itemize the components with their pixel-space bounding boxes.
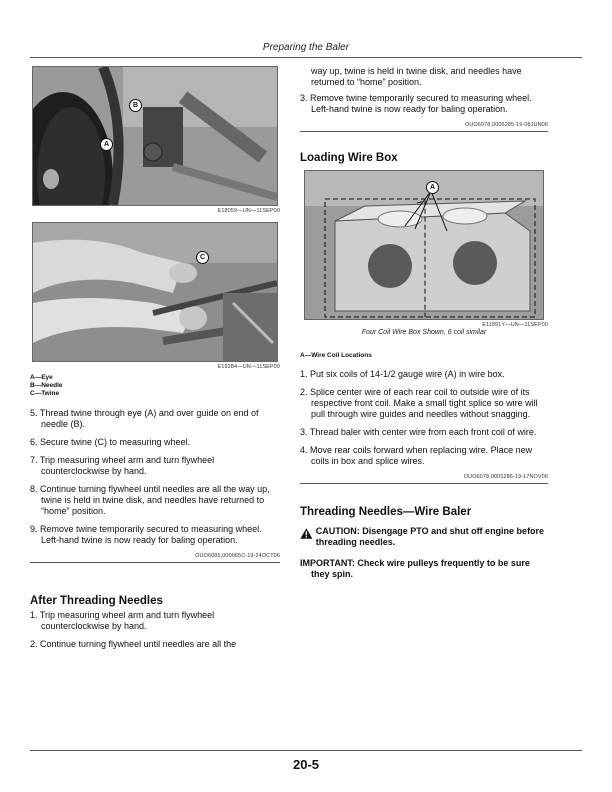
step-item: 6. Secure twine (C) to measuring wheel. <box>30 437 191 447</box>
step-item: 1. Put six coils of 14-1/2 gauge wire (A) in wire box. <box>300 369 505 379</box>
step-list <box>300 369 548 467</box>
right-column <box>300 66 548 580</box>
callout-a: A <box>100 138 113 151</box>
reference-code: OUO6078,0005286-19-17NOV06 <box>300 474 548 484</box>
header-rule <box>30 57 582 58</box>
section-title-threading-needles: Threading Needles—Wire Baler <box>300 506 472 518</box>
step-item: 1. Trip measuring wheel arm and turn flywheel counterclockwise by hand. <box>30 610 215 631</box>
figure-id: E19284—UN—11SEP00 <box>217 364 280 370</box>
threading-twine-illustration <box>33 223 277 361</box>
wire-box-photo <box>304 170 544 320</box>
figure-legend: A—Wire Coil Locations <box>300 352 372 359</box>
callout-a: A <box>426 181 439 194</box>
step-item: 7. Trip measuring wheel arm and turn flywheel counterclockwise by hand. <box>30 455 215 476</box>
important-note: IMPORTANT: Check wire pulleys frequently to be sure they spin. <box>300 558 530 579</box>
caution-text: CAUTION: Disengage PTO and shut off engine before threading needles. <box>315 526 545 547</box>
legend-item: A—Eye <box>30 374 53 381</box>
left-column <box>30 66 280 657</box>
step-list <box>300 93 548 115</box>
caution-block <box>300 526 548 548</box>
running-header: Preparing the Baler <box>262 42 350 53</box>
step-item: 2. Continue turning flywheel until needles are all the <box>30 639 237 649</box>
step-item: 3. Remove twine temporarily secured to measuring wheel. Left-hand twine is now ready for baling operation. <box>300 93 532 114</box>
legend-item: C—Twine <box>30 390 60 397</box>
step-item: 2. Splice center wire of each rear coil to outside wire of its respective front coil. Make a small tight splice so wire will pull through wire guides and needles without snagging. <box>300 387 538 419</box>
warning-icon <box>300 526 313 541</box>
legend-item: B—Needle <box>30 382 63 389</box>
figure-id: E18059—UN—11SEP00 <box>217 208 280 214</box>
section-title-loading-wire-box: Loading Wire Box <box>300 152 398 164</box>
callout-b: B <box>129 99 142 112</box>
figure-caption: Four Coil Wire Box Shown, 6 coil similar <box>361 329 487 336</box>
figure-id: E11891Y—UN—11SEP00 <box>482 322 548 328</box>
callout-c: C <box>196 251 209 264</box>
step-item: 5. Thread twine through eye (A) and over guide on end of needle (B). <box>30 408 259 429</box>
step-item: 9. Remove twine temporarily secured to measuring wheel. Left-hand twine is now ready for baling operation. <box>30 524 262 545</box>
continued-text: way up, twine is held in twine disk, and needles have returned to “home” position. <box>311 66 522 87</box>
step-item: 8. Continue turning flywheel until needles are all the way up, twine is held in twine disk, and needles have returned to “home” position. <box>30 484 270 516</box>
figure-legend <box>30 374 280 398</box>
baler-needle-illustration <box>33 67 277 205</box>
page-number: 20-5 <box>292 757 320 772</box>
step-list <box>30 610 280 650</box>
reference-code: OUO6085,000065C-19-24OCT06 <box>30 553 280 563</box>
step-list <box>30 408 280 546</box>
footer-rule <box>30 750 582 751</box>
wire-box-illustration <box>305 171 543 319</box>
threading-twine-photo <box>32 222 278 362</box>
step-item: 3. Thread baler with center wire from each front coil of wire. <box>300 427 537 437</box>
section-title-after-threading: After Threading Needles <box>30 595 163 607</box>
baler-needle-photo <box>32 66 278 206</box>
reference-code: OUO6078,0005285-19-08JUN06 <box>300 122 548 132</box>
step-item: 4. Move rear coils forward when replacing wire. Place new coils in box and splice wires. <box>300 445 533 466</box>
